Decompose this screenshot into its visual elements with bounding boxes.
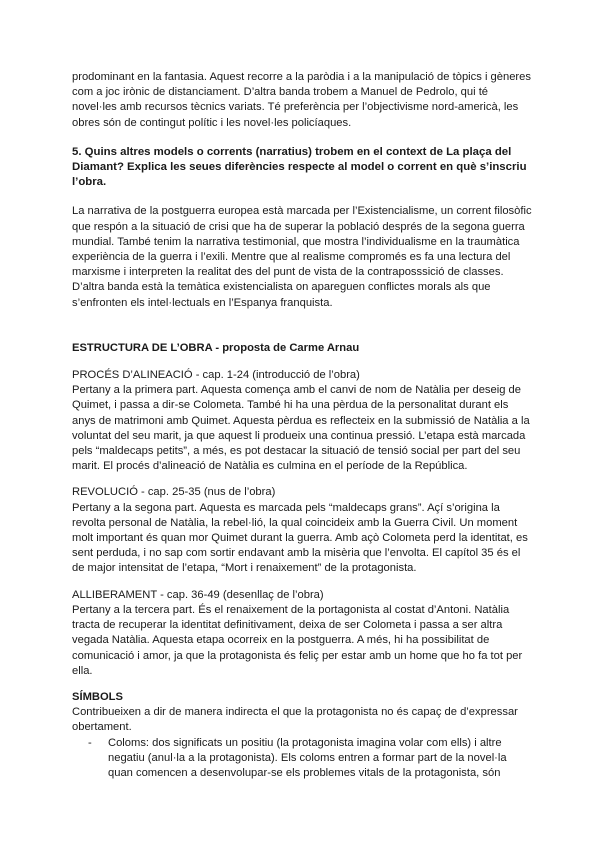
part-heading: REVOLUCIÓ - cap. 25-35 (nus de l’obra)	[72, 486, 276, 499]
part-heading: ALLIBERAMENT - cap. 36-49 (desenllaç de l’obra)	[72, 588, 324, 601]
part-alliberament	[72, 588, 532, 679]
part-revolucio	[72, 485, 532, 576]
structure-title	[72, 341, 532, 356]
structure-title-main: ESTRUCTURA DE L’OBRA	[72, 341, 213, 354]
part-alineacio	[72, 368, 532, 474]
document-page	[72, 70, 532, 781]
question-heading: 5. Quins altres models o corrents (narratius) trobem en el context de La plaça del Diamant? Explica les seues diferències respecte al model o corrent en què s’inscriu l’obra.	[72, 145, 527, 189]
structure-title-sub: - proposta de Carme Arnau	[212, 341, 360, 354]
answer-paragraph: La narrativa de la postguerra europea està marcada per l’Existencialisme, un corrent filosòfic que respón a la situació de crisi que ha de superar la població després de la segona guerra mundial. També tenim la narrativa testimonial, que mostra l’individualisme en la traumàtica experiència de la guerra i l’exili. Mentre que al realisme compromés es fa una lectura del marxisme i interpreten la realitat des del punt de vista de la contraposssició de classes. D’altra banda està la temàtica existencialista on apareguen conflictes morals als que s’enfronten els intel·lectuals en l’Espanya franquista.	[72, 205, 532, 309]
part-heading: PROCÉS D’ALINEACIÓ - cap. 1-24 (introducció de l’obra)	[72, 369, 360, 382]
part-text: Pertany a la primera part. Aquesta comença amb el canvi de nom de Natàlia per deseig de Quimet, i passa a dir-se Colometa. També hi ha una pèrdua de la personalitat durant els anys de matrimoni amb Quimet. Aquesta pèrdua es reflecteix en la submissió de Natàlia a la voluntat del seu marit, ja que aquest li produeix una continua pressió. L’etapa està marcada pels “maldecaps petits”, a més, es pot destacar la situació de tensió social per part del seu marit. El procés d’alineació de Natàlia es culmina en el període de la República.	[72, 384, 530, 473]
symbols-title: SÍMBOLS	[72, 690, 123, 703]
bullet-dash: -	[88, 736, 92, 749]
symbols-intro: Contribueixen a dir de manera indirecta el que la protagonista no és capaç de d’expressar obertament.	[72, 706, 518, 734]
symbol-list-item	[88, 736, 532, 782]
part-text: Pertany a la tercera part. És el renaixement de la portagonista al costat d’Antoni. Natàlia tracta de recuperar la identitat definitivament, deixa de ser Colometa i passa a ser altra vegada Natàlia. Aquesta etapa ocorreix en la postguerra. A més, hi ha possibilitat de comunicació i amor, ja que la protagonista és feliç per estar amb un home que ho fa tot per ella.	[72, 603, 523, 677]
intro-paragraph: prodominant en la fantasia. Aquest recorre a la paròdia i a la manipulació de tòpics i gèneres com a joc irònic de distanciament. D’altra banda trobem a Manuel de Pedrolo, qui té novel·les amb recursos tècnics variats. Té preferència per l’objectivisme nord-americà, les obres són de contingut polític i les novel·les policíaques.	[72, 71, 531, 129]
symbol-item-text: Coloms: dos significats un positiu (la protagonista imagina volar com ells) i altre negatiu (anul·la a la protagonista). Els coloms entren a formar part de la novel·la quan comencen a desenvolupar-se els problemes vitals de la protagonista, són	[108, 736, 507, 779]
part-text: Pertany a la segona part. Aquesta es marcada pels “maldecaps grans”. Açí s’origina la revolta personal de Natàlia, la rebel·lió, la qual coincideix amb la Guerra Civil. Un moment molt important és quan mor Quimet durant la guerra. Amb açò Colometa perd la identitat, es sent perduda, i no sap com sortir endavant amb la misèria que l’envolta. El capítol 35 és el de major intensitat de l’etapa, “Mort i renaixement” de la protagonista.	[72, 501, 528, 575]
